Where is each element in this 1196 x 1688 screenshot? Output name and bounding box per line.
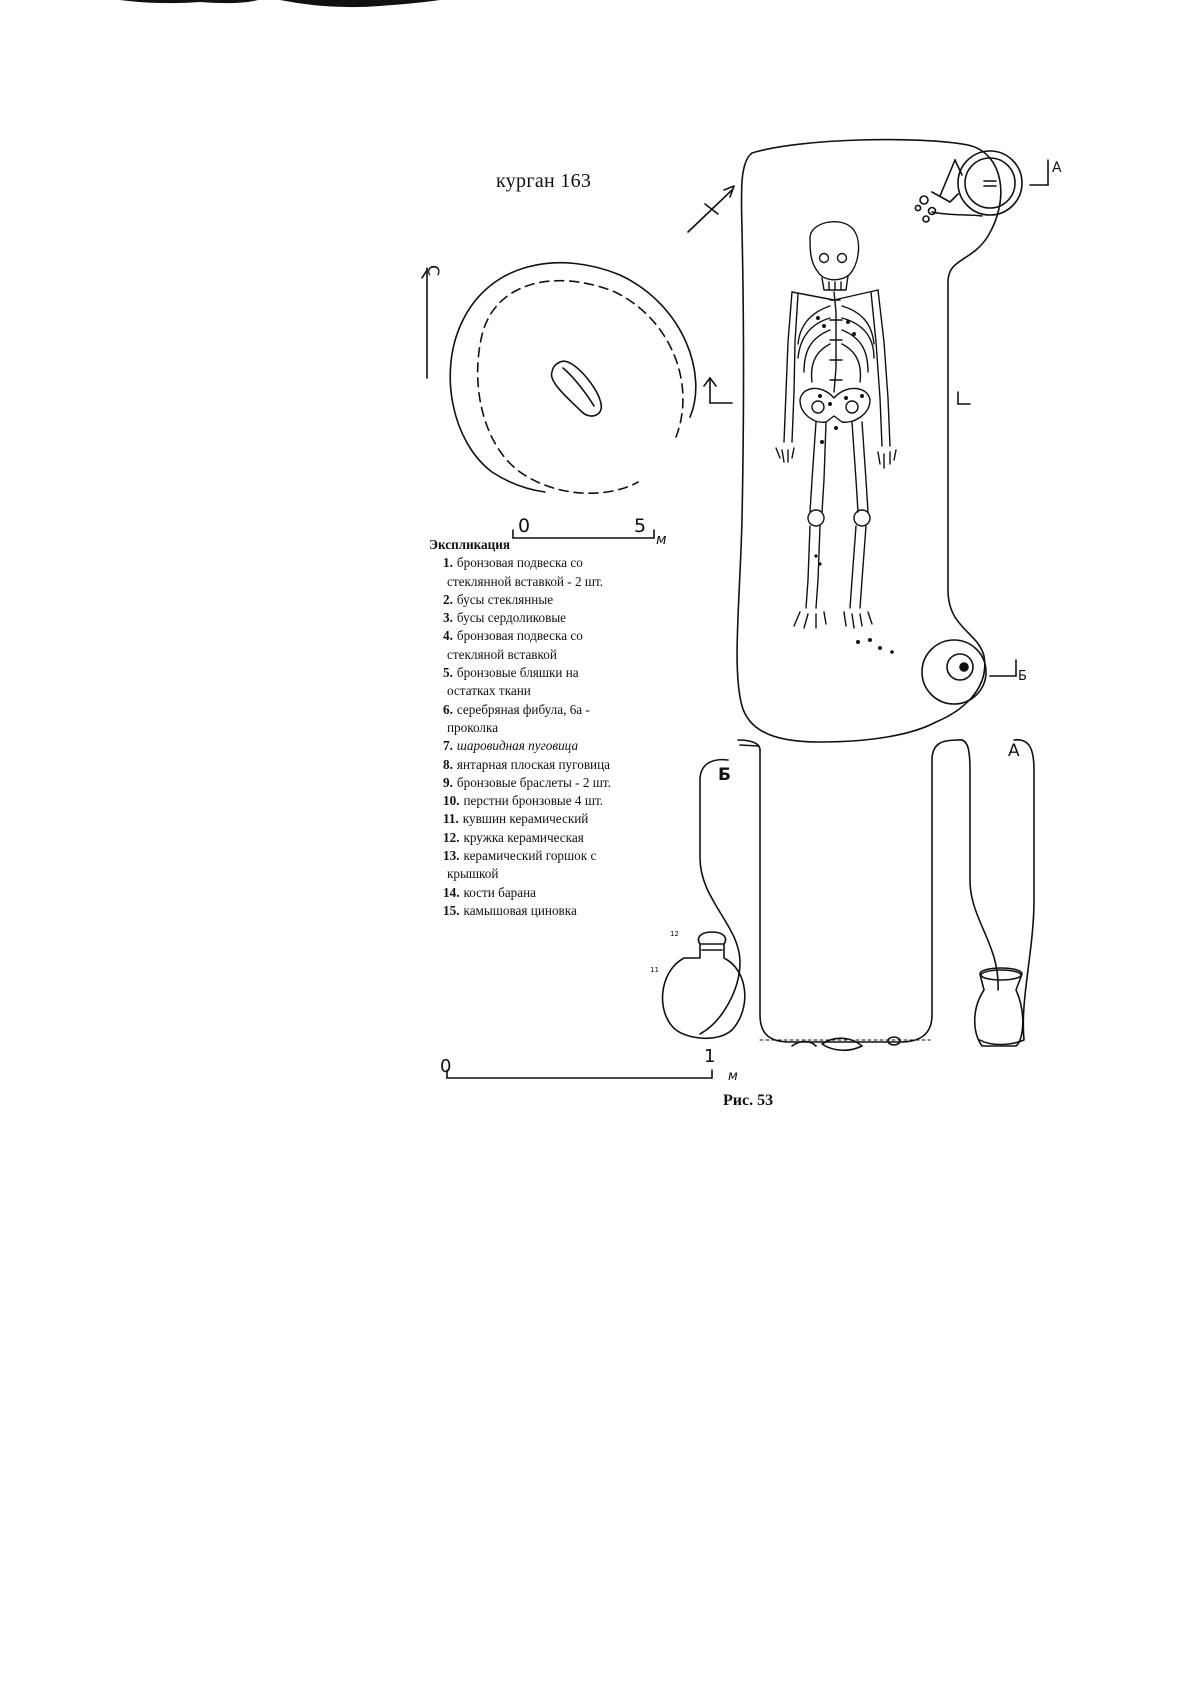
legend-item: 15. камышовая циновка (443, 902, 577, 918)
kurgan-plan (422, 186, 734, 538)
jug-11 (663, 932, 745, 1038)
legend-item: 3. бусы сердоликовые (443, 610, 567, 626)
section-marker-left (704, 378, 732, 403)
object-number-12: 12 (670, 930, 679, 938)
section-marker-b (990, 660, 1016, 676)
head-area-finds (915, 160, 982, 222)
pot-feet (922, 640, 986, 704)
grave-pit-outline (552, 361, 602, 416)
section-a-profile (958, 740, 1034, 1045)
grave-scale-end: 1 (704, 1046, 716, 1067)
legend-item: 14. кости барана (443, 884, 537, 900)
section-a-marker-label: А (1052, 160, 1062, 176)
figure-caption: Рис. 53 (723, 1092, 774, 1109)
pot-head (958, 151, 1022, 215)
orientation-arrow (688, 186, 734, 232)
kurgan-scale-end: 5 (634, 515, 647, 537)
legend-item: 2. бусы стеклянные (443, 591, 554, 607)
kurgan-scale-unit: м (656, 532, 667, 548)
section-b-label: Б (718, 765, 731, 785)
kurgan-scale-start: 0 (518, 515, 531, 537)
north-label: С (424, 265, 443, 277)
small-finds (814, 316, 893, 654)
legend-item: 10. перстни бронзовые 4 шт. (443, 793, 604, 809)
object-number-11: 11 (650, 966, 659, 974)
pot-section (975, 968, 1023, 1046)
grave-scale-unit: м (728, 1069, 738, 1084)
section-marker-a (1030, 160, 1048, 185)
grave-outline (737, 140, 1001, 742)
skeleton (776, 222, 896, 628)
legend-item: 12. кружка керамическая (443, 829, 584, 845)
legend-item: 9. бронзовые браслеты - 2 шт. (443, 774, 611, 790)
legend (429, 536, 689, 920)
legend-item: 4. бронзовая подвеска со стекляной вставкой (443, 628, 583, 662)
legend-heading: Экспликация (429, 537, 510, 552)
legend-item: 7. шаровидная пуговица (443, 738, 579, 754)
section-a-label: А (1008, 741, 1020, 761)
grave-scale-bar (447, 1070, 712, 1078)
floor-finds (760, 1037, 930, 1050)
legend-item: 6. серебряная фибула, 6а - проколка (443, 701, 590, 735)
north-arrow (422, 268, 427, 378)
legend-item: 8. янтарная плоская пуговица (443, 756, 611, 772)
legend-item: 5. бронзовые бляшки на остатках ткани (443, 665, 579, 699)
legend-item: 1. бронзовая подвеска со стеклянной вставкой - 2 шт. (443, 555, 604, 589)
grave-plan (737, 140, 1048, 742)
section-b-profile (700, 740, 958, 1042)
legend-item: 13. керамический горшок с крышкой (443, 848, 597, 882)
legend-item: 11. кувшин керамический (443, 811, 589, 827)
section-marker-right (958, 392, 970, 404)
section-b-marker-label: Б (1018, 669, 1027, 684)
legend-list (429, 554, 689, 920)
grave-scale-start: 0 (440, 1056, 452, 1077)
figure-title: курган 163 (496, 170, 592, 192)
